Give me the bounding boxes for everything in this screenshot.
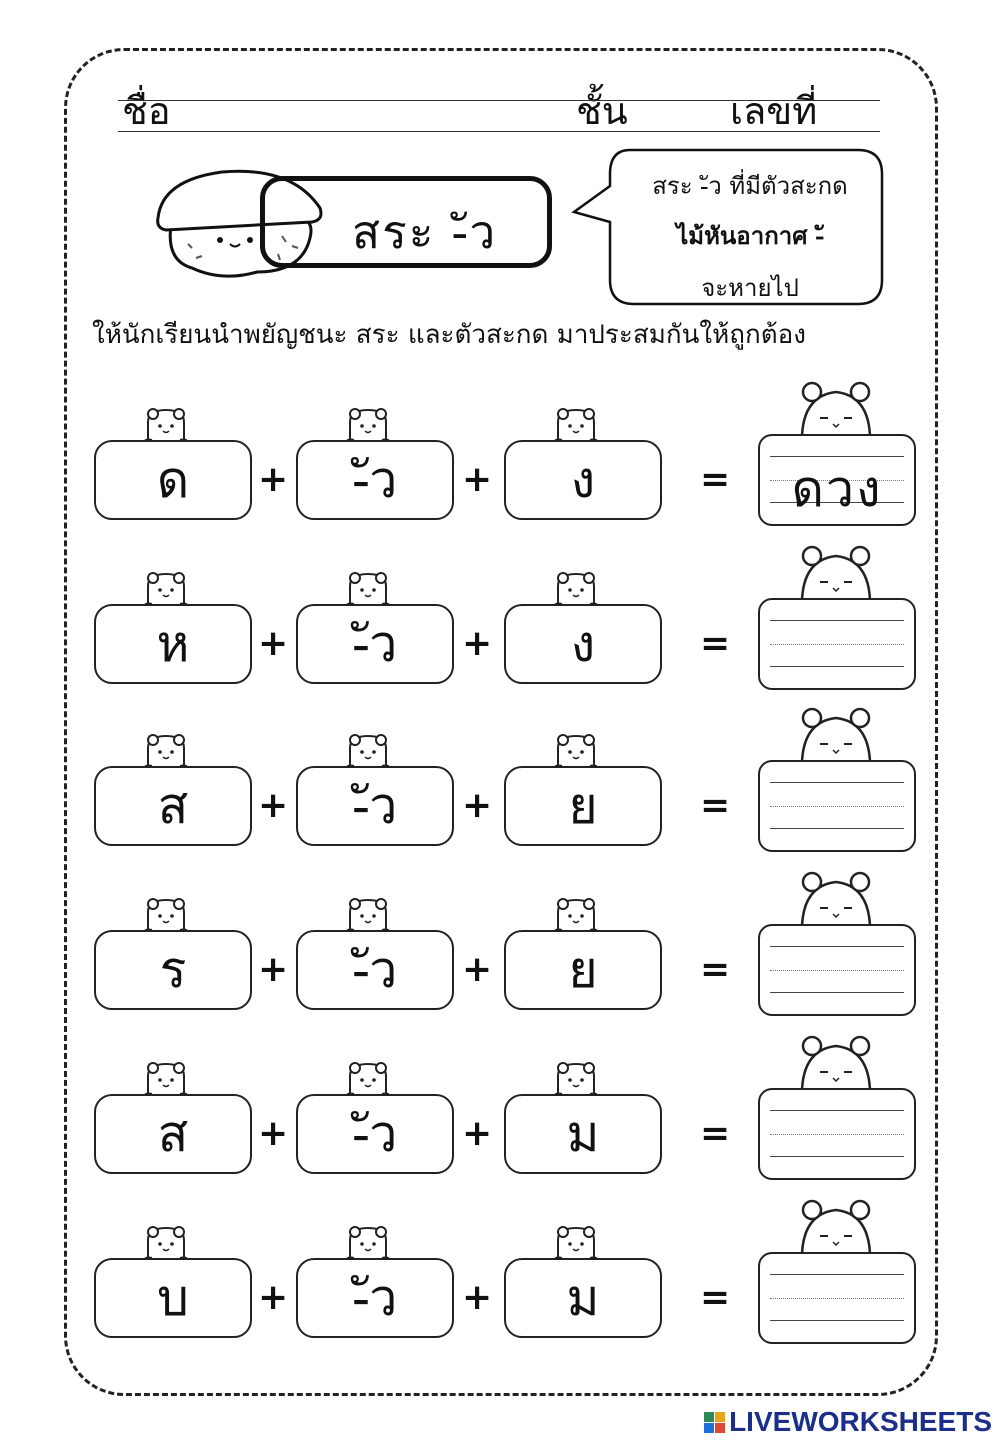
writing-line: [770, 1274, 904, 1275]
answer-field[interactable]: [758, 1252, 916, 1344]
final-box: ย: [504, 930, 662, 1010]
vowel-box: -ัว: [296, 604, 454, 684]
answer-field[interactable]: [758, 924, 916, 1016]
plus-sign: +: [258, 459, 289, 500]
plus-sign: +: [258, 1277, 289, 1318]
writing-line: [770, 1110, 904, 1111]
answer-field[interactable]: [758, 1088, 916, 1180]
equals-sign: =: [700, 459, 731, 500]
plus-sign: +: [258, 1113, 289, 1154]
writing-line: [770, 666, 904, 667]
writing-line: [770, 1298, 904, 1299]
vowel-box: -ัว: [296, 440, 454, 520]
footer-brand: LIVEWORKSHEETS: [729, 1406, 992, 1437]
writing-line: [770, 970, 904, 971]
answer-text: ดวง: [791, 460, 883, 518]
consonant-box: ด: [94, 440, 252, 520]
number-label: เลขที่: [730, 89, 818, 133]
header-line-top: [118, 100, 880, 101]
writing-line: [770, 946, 904, 947]
writing-line: [770, 782, 904, 783]
name-label: ชื่อ: [122, 89, 171, 133]
writing-line: [770, 992, 904, 993]
plus-sign: +: [258, 623, 289, 664]
answer-field[interactable]: [758, 760, 916, 852]
liveworksheets-logo-icon: [704, 1412, 725, 1433]
final-box: ย: [504, 766, 662, 846]
final-box: ม: [504, 1094, 662, 1174]
equals-sign: =: [700, 1277, 731, 1318]
plus-sign: +: [462, 623, 493, 664]
plus-sign: +: [462, 1277, 493, 1318]
final-box: ม: [504, 1258, 662, 1338]
plus-sign: +: [462, 1113, 493, 1154]
equals-sign: =: [700, 949, 731, 990]
title-text: สระ -ัว: [352, 205, 498, 259]
consonant-box: ส: [94, 1094, 252, 1174]
writing-line: [770, 1156, 904, 1157]
vowel-box: -ัว: [296, 1258, 454, 1338]
writing-line: [770, 806, 904, 807]
answer-field[interactable]: [758, 598, 916, 690]
plus-sign: +: [462, 459, 493, 500]
class-label: ชั้น: [576, 89, 628, 133]
consonant-box: ส: [94, 766, 252, 846]
answer-field[interactable]: [758, 434, 916, 526]
consonant-box: บ: [94, 1258, 252, 1338]
writing-line: [770, 620, 904, 621]
note-line-2: ไม้หันอากาศ -ั: [676, 222, 824, 250]
plus-sign: +: [462, 949, 493, 990]
equals-sign: =: [700, 785, 731, 826]
vowel-box: -ัว: [296, 766, 454, 846]
plus-sign: +: [258, 949, 289, 990]
instruction-text: ให้นักเรียนนำพยัญชนะ สระ และตัวสะกด มาประสมกันให้ถูกต้อง: [92, 320, 806, 350]
equals-sign: =: [700, 1113, 731, 1154]
writing-line: [770, 828, 904, 829]
writing-line: [770, 1134, 904, 1135]
final-box: ง: [504, 604, 662, 684]
plus-sign: +: [462, 785, 493, 826]
header-line-bottom: [118, 131, 880, 132]
liveworksheets-footer: [704, 1406, 992, 1438]
consonant-box: ห: [94, 604, 252, 684]
equals-sign: =: [700, 623, 731, 664]
plus-sign: +: [258, 785, 289, 826]
final-box: ง: [504, 440, 662, 520]
writing-line: [770, 644, 904, 645]
consonant-box: ร: [94, 930, 252, 1010]
writing-line: [770, 1320, 904, 1321]
note-line-1: สระ -ัว ที่มีตัวสะกด: [652, 172, 848, 200]
note-line-3: จะหายไป: [701, 274, 799, 302]
vowel-box: -ัว: [296, 1094, 454, 1174]
vowel-box: -ัว: [296, 930, 454, 1010]
